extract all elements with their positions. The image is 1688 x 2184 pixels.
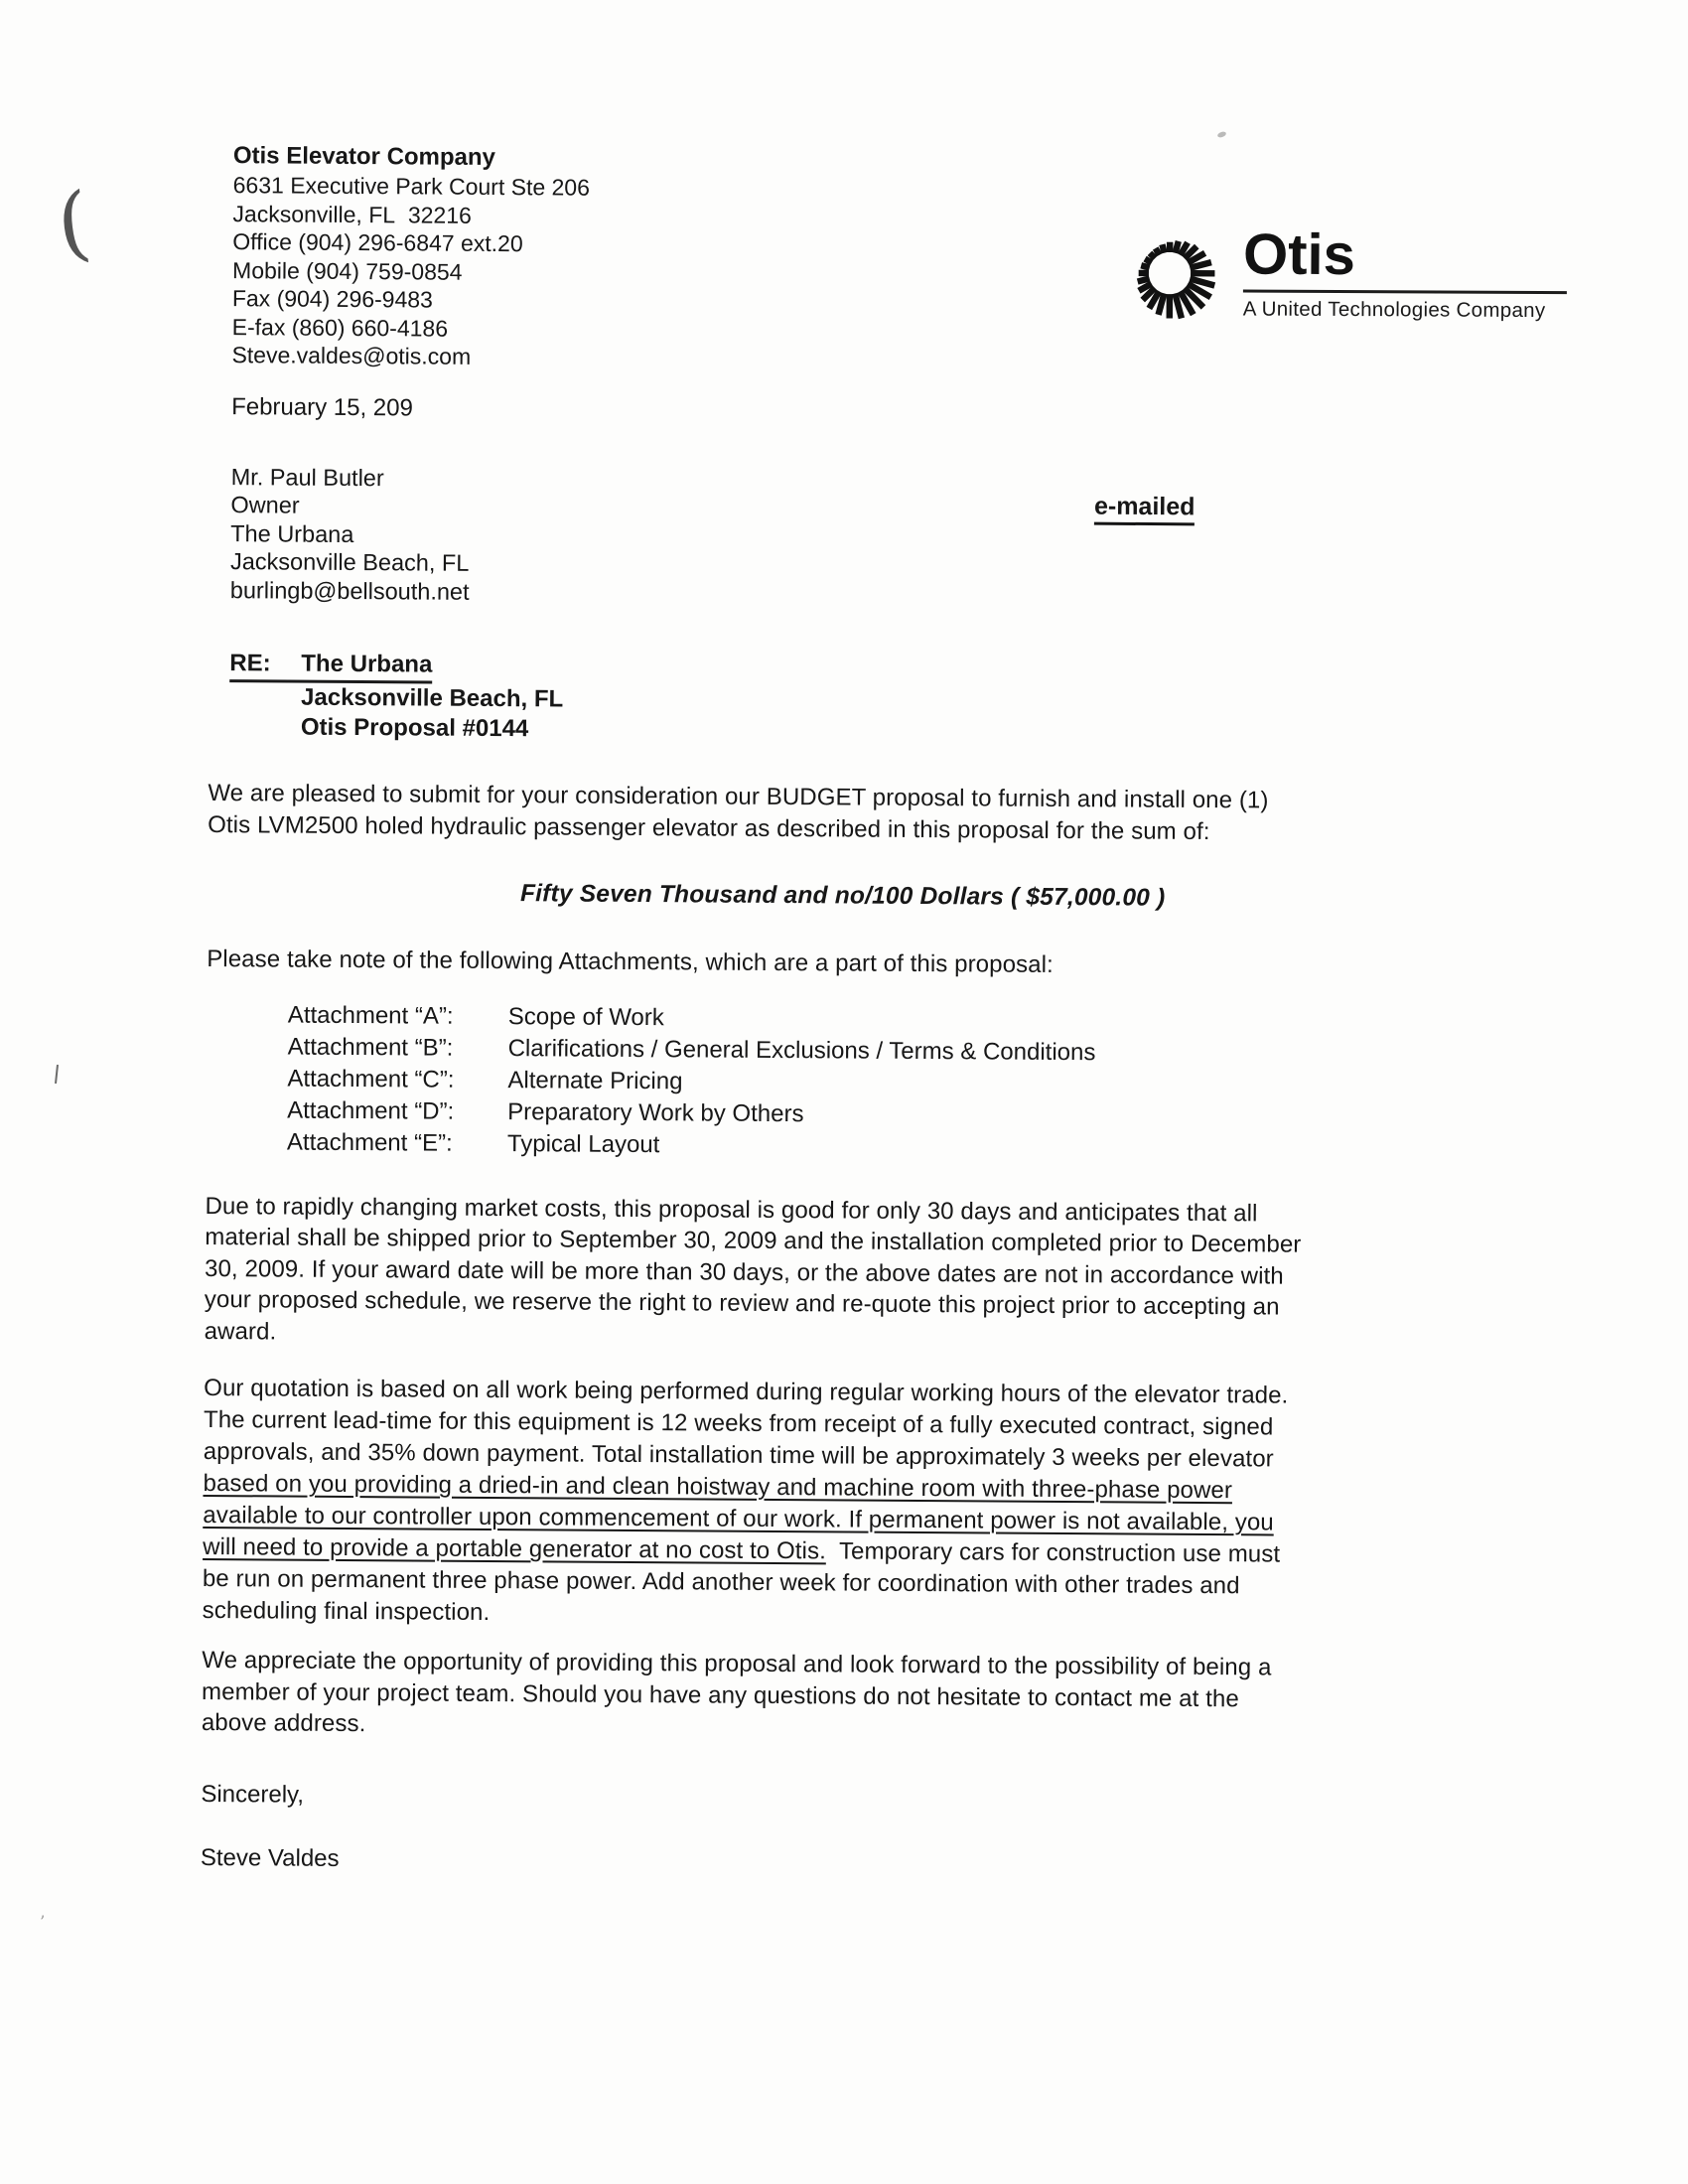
otis-wordmark: Otis	[1242, 221, 1356, 288]
quotation-underlined-line: available to our controller upon commencement of our work. If permanent power is not available, you	[203, 1501, 1274, 1536]
recipient-email: burlingb@bellsouth.net	[229, 576, 470, 605]
subject-heading	[229, 649, 432, 683]
attachment-label: Attachment “C”:	[287, 1065, 455, 1093]
letterhead-phone-office: Office (904) 296-6847 ext.20	[232, 228, 523, 257]
subject-location: Jacksonville Beach, FL	[300, 683, 564, 713]
quotation-line: scheduling final inspection.	[202, 1596, 491, 1626]
signature-name: Steve Valdes	[200, 1843, 340, 1872]
validity-line: your proposed schedule, we reserve the right to review and re-quote this project prior to accepting an	[204, 1285, 1280, 1321]
scan-artifact-tick	[55, 1065, 59, 1084]
letter-body	[201, 141, 1483, 1880]
attachment-title: Typical Layout	[506, 1129, 660, 1158]
recipient-title: Owner	[230, 492, 300, 518]
company-name: Otis Elevator Company	[232, 142, 496, 171]
appreciation-line: We appreciate the opportunity of providing this proposal and look forward to the possibility of being a	[202, 1646, 1272, 1681]
attachment-title: Scope of Work	[507, 1002, 664, 1031]
recipient-block	[230, 463, 1481, 613]
scan-artifact-dot: ’	[40, 1913, 46, 1933]
recipient-name: Mr. Paul Butler	[230, 463, 384, 491]
date-line: February 15, 209	[231, 392, 414, 421]
letterhead-fax: Fax (904) 296-9483	[231, 285, 433, 313]
quotation-line: approvals, and 35% down payment. Total installation time will be approximately 3 weeks per elevator	[203, 1437, 1274, 1473]
attachment-label: Attachment “A”:	[287, 1001, 454, 1030]
letterhead-address-line: Jacksonville, FL 32216	[232, 200, 472, 228]
delivery-note: e-mailed	[1094, 493, 1196, 526]
intro-paragraph	[208, 778, 1478, 849]
appreciation-line: above address.	[201, 1708, 366, 1738]
letterhead	[231, 141, 1483, 377]
price-line: Fifty Seven Thousand and no/100 Dollars ( $57,000.00 )	[519, 880, 1166, 912]
quotation-line: The current lead-time for this equipment is 12 weeks from receipt of a fully executed contract, signed	[203, 1405, 1274, 1441]
attachments-list	[206, 998, 1477, 1166]
attachment-label: Attachment “E”:	[286, 1128, 453, 1157]
validity-line: Due to rapidly changing market costs, this proposal is good for only 30 days and anticipates that all	[205, 1192, 1258, 1227]
attachments-intro: Please take note of the following Attachments, which are a part of this proposal:	[207, 945, 1054, 978]
attachment-label: Attachment “B”:	[287, 1033, 454, 1062]
recipient-company: The Urbana	[230, 519, 354, 547]
closing-salutation: Sincerely,	[201, 1780, 305, 1809]
intro-line: Otis LVM2500 holed hydraulic passenger elevator as described in this proposal for the sum of:	[208, 810, 1210, 845]
quotation-plain-segment: Temporary cars for construction use must	[825, 1537, 1281, 1568]
subject-project: The Urbana	[301, 650, 433, 678]
subject-proposal: Otis Proposal #0144	[300, 713, 529, 743]
letterhead-efax: E-fax (860) 660-4186	[231, 313, 449, 342]
quotation-paragraph	[203, 1373, 1476, 1636]
letterhead-email: Steve.valdes@otis.com	[231, 342, 472, 369]
re-label: RE:	[229, 650, 271, 677]
logo-tagline: A United Technologies Company	[1242, 297, 1546, 323]
appreciation-line: member of your project team. Should you have any questions do not hesitate to contact me at the	[202, 1677, 1239, 1712]
scan-artifact-speck	[1216, 131, 1226, 139]
attachment-title: Clarifications / General Exclusions / Terms & Conditions	[507, 1034, 1096, 1066]
validity-line: material shall be shipped prior to September 30, 2009 and the installation completed prior to December	[205, 1223, 1302, 1258]
intro-line: We are pleased to submit for your consideration our BUDGET proposal to furnish and install one (1)	[208, 779, 1269, 814]
subject-block	[229, 649, 1480, 751]
validity-line: award.	[204, 1317, 277, 1345]
validity-line: 30, 2009. If your award date will be more than 30 days, or the above dates are not in accordance with	[204, 1254, 1284, 1290]
quotation-underlined-line: based on you providing a dried-in and clean hoistway and machine room with three-phase power	[203, 1469, 1233, 1505]
letterhead-phone-mobile: Mobile (904) 759-0854	[232, 256, 463, 285]
quotation-line: Our quotation is based on all work being performed during regular working hours of the elevator trade.	[204, 1374, 1289, 1409]
appreciation-paragraph	[202, 1645, 1474, 1747]
attachment-title: Alternate Pricing	[507, 1066, 683, 1094]
recipient-city: Jacksonville Beach, FL	[229, 548, 470, 576]
attachment-title: Preparatory Work by Others	[507, 1097, 804, 1127]
letterhead-address-line: 6631 Executive Park Court Ste 206	[232, 172, 591, 201]
quotation-line: be run on permanent three phase power. Add another week for coordination with other trades and	[202, 1564, 1240, 1600]
quotation-underlined-segment: will need to provide a portable generator at no cost to Otis.	[203, 1532, 826, 1565]
scan-artifact-paren: (	[52, 175, 95, 273]
attachment-label: Attachment “D”:	[287, 1096, 455, 1125]
validity-paragraph	[205, 1190, 1477, 1355]
